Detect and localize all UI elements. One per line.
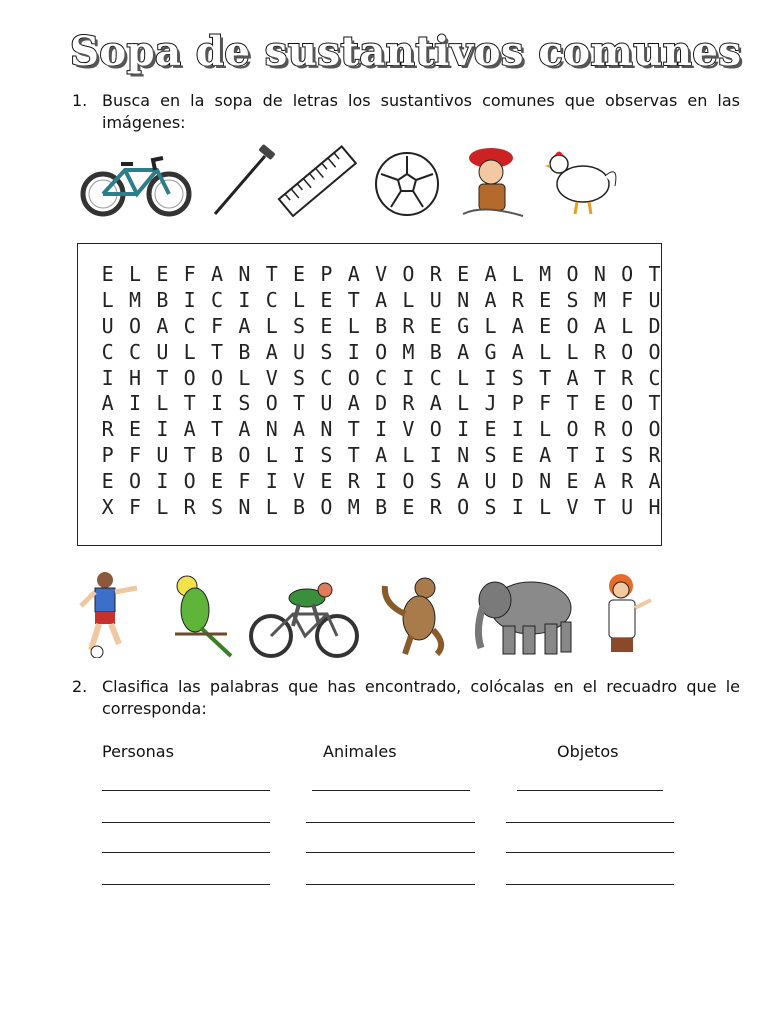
letter[interactable]: A xyxy=(375,443,388,468)
letter[interactable]: O xyxy=(621,339,634,364)
letter[interactable]: A xyxy=(457,469,470,494)
letter[interactable]: R xyxy=(347,469,360,494)
grid-row xyxy=(94,366,668,392)
letter[interactable]: T xyxy=(211,417,224,442)
letter[interactable]: O xyxy=(402,469,415,494)
letter[interactable]: R xyxy=(183,495,196,520)
letter[interactable]: B xyxy=(375,495,388,520)
letter[interactable]: A xyxy=(238,417,251,442)
letter[interactable]: O xyxy=(183,365,196,390)
letter[interactable]: A xyxy=(457,339,470,364)
letter[interactable]: N xyxy=(457,443,470,468)
letter[interactable]: C xyxy=(648,365,661,390)
letter[interactable]: I xyxy=(128,391,142,416)
letter[interactable]: C xyxy=(128,339,142,364)
letter[interactable]: L xyxy=(293,287,306,312)
letter[interactable]: A xyxy=(347,262,360,286)
letter[interactable]: R xyxy=(402,313,415,338)
letter[interactable]: E xyxy=(539,287,552,312)
letter[interactable]: B xyxy=(375,313,388,338)
letter[interactable]: E xyxy=(429,313,442,338)
letter[interactable]: U xyxy=(156,339,169,364)
letter[interactable]: C xyxy=(429,365,442,390)
letter[interactable]: U xyxy=(293,339,306,364)
letter[interactable]: M xyxy=(128,287,142,312)
letter[interactable]: A xyxy=(265,339,278,364)
letter[interactable]: E xyxy=(320,313,333,338)
letter[interactable]: S xyxy=(484,495,497,520)
answer-line-personas[interactable] xyxy=(102,852,270,853)
answer-line-objetos[interactable] xyxy=(506,884,674,885)
letter[interactable]: G xyxy=(484,339,497,364)
letter[interactable]: T xyxy=(593,365,606,390)
letter[interactable]: A xyxy=(101,391,114,416)
letter[interactable]: I xyxy=(265,469,278,494)
letter[interactable]: S xyxy=(566,287,579,312)
grid-row xyxy=(94,262,668,288)
bicycle-icon xyxy=(77,150,195,218)
letter[interactable]: L xyxy=(539,339,552,364)
letter[interactable]: V xyxy=(566,495,579,520)
letter[interactable]: U xyxy=(156,443,169,468)
letter[interactable]: R xyxy=(429,262,442,286)
letter[interactable]: V xyxy=(375,262,388,286)
letter[interactable]: S xyxy=(211,495,224,520)
letter[interactable]: I xyxy=(238,287,251,312)
letter[interactable]: T xyxy=(183,443,196,468)
letter[interactable]: I xyxy=(183,287,196,312)
letter[interactable]: L xyxy=(484,313,497,338)
letter[interactable]: O xyxy=(648,339,661,364)
nail-icon xyxy=(209,144,279,218)
letter[interactable]: E xyxy=(566,469,579,494)
letter[interactable]: S xyxy=(484,443,497,468)
letter[interactable]: E xyxy=(320,469,333,494)
letter[interactable]: O xyxy=(457,495,470,520)
letter[interactable]: O xyxy=(621,391,634,416)
letter[interactable]: R xyxy=(621,469,634,494)
letter[interactable]: S xyxy=(238,391,251,416)
letter[interactable]: N xyxy=(593,262,606,286)
letter[interactable]: A xyxy=(484,287,497,312)
grid-row xyxy=(94,469,668,495)
letter[interactable]: N xyxy=(238,495,251,520)
letter[interactable]: E xyxy=(211,469,224,494)
letter[interactable]: O xyxy=(566,262,579,286)
letter[interactable]: E xyxy=(484,417,497,442)
letter[interactable]: U xyxy=(648,287,661,312)
letter[interactable]: U xyxy=(429,287,442,312)
letter[interactable]: I xyxy=(484,365,497,390)
hen-icon xyxy=(543,146,623,218)
pictures-top xyxy=(75,142,695,220)
letter[interactable]: M xyxy=(593,287,606,312)
letter[interactable]: S xyxy=(621,443,634,468)
letter[interactable]: O xyxy=(648,417,661,442)
grid-row xyxy=(94,443,668,469)
letter[interactable]: N xyxy=(320,417,333,442)
letter[interactable]: A xyxy=(293,417,306,442)
letter[interactable]: C xyxy=(265,287,278,312)
letter[interactable]: G xyxy=(457,313,470,338)
ruler-icon xyxy=(275,142,361,220)
letter[interactable]: F xyxy=(621,287,634,312)
letter[interactable]: I xyxy=(511,417,524,442)
letter[interactable]: T xyxy=(593,495,606,520)
letter[interactable]: O xyxy=(265,391,278,416)
letter[interactable]: E xyxy=(457,262,470,286)
letter[interactable]: T xyxy=(183,391,196,416)
soccer-ball-icon xyxy=(373,150,441,218)
letter[interactable]: T xyxy=(156,365,169,390)
letter[interactable]: A xyxy=(593,313,606,338)
letter[interactable]: T xyxy=(293,391,306,416)
letter[interactable]: M xyxy=(402,339,415,364)
letter[interactable]: B xyxy=(156,287,169,312)
letter[interactable]: E xyxy=(402,495,415,520)
answer-line-animales[interactable] xyxy=(312,790,470,791)
letter[interactable]: I xyxy=(402,365,415,390)
letter[interactable]: C xyxy=(320,365,333,390)
letter[interactable]: T xyxy=(539,365,552,390)
letter[interactable]: M xyxy=(539,262,552,286)
letter[interactable]: O xyxy=(211,365,224,390)
letter[interactable]: P xyxy=(101,443,114,468)
letter[interactable]: A xyxy=(539,443,552,468)
teacher-icon xyxy=(593,572,663,658)
letter[interactable]: B xyxy=(238,339,251,364)
letter[interactable]: L xyxy=(511,262,524,286)
letter[interactable]: A xyxy=(211,262,224,286)
letter[interactable]: B xyxy=(429,339,442,364)
letter[interactable]: O xyxy=(183,469,196,494)
answer-line-animales[interactable] xyxy=(306,884,475,885)
instruction-number: 1. xyxy=(72,91,88,110)
letter[interactable]: U xyxy=(320,391,333,416)
letter[interactable]: I xyxy=(293,443,306,468)
letter[interactable]: L xyxy=(539,417,552,442)
letter[interactable]: S xyxy=(293,313,306,338)
letter[interactable]: I xyxy=(457,417,470,442)
letter[interactable]: L xyxy=(457,391,470,416)
letter[interactable]: I xyxy=(211,391,224,416)
letter[interactable]: B xyxy=(211,443,224,468)
letter[interactable]: E xyxy=(539,313,552,338)
letter[interactable]: L xyxy=(265,313,278,338)
letter[interactable]: D xyxy=(648,313,661,338)
letter[interactable]: I xyxy=(593,443,606,468)
letter[interactable]: H xyxy=(648,495,661,520)
letter[interactable]: F xyxy=(128,443,142,468)
letter[interactable]: D xyxy=(511,469,524,494)
grid-row xyxy=(94,391,668,417)
letter[interactable]: A xyxy=(375,287,388,312)
grid-row xyxy=(94,314,668,340)
letter[interactable]: I xyxy=(156,417,169,442)
category-personas: Personas xyxy=(102,742,174,761)
letter[interactable]: L xyxy=(265,443,278,468)
letter[interactable]: O xyxy=(320,495,333,520)
letter[interactable]: I xyxy=(156,469,169,494)
letter[interactable]: T xyxy=(211,339,224,364)
letter[interactable]: O xyxy=(621,262,634,286)
letter[interactable]: T xyxy=(648,262,661,286)
pictures-bottom xyxy=(75,570,695,660)
letter[interactable]: I xyxy=(429,443,442,468)
letter[interactable]: A xyxy=(429,391,442,416)
letter[interactable]: F xyxy=(211,313,224,338)
letter[interactable]: L xyxy=(457,365,470,390)
answer-line-animales[interactable] xyxy=(306,852,475,853)
letter[interactable]: C xyxy=(183,313,196,338)
footballer-icon xyxy=(75,570,147,658)
letter[interactable]: S xyxy=(320,443,333,468)
answer-line-objetos[interactable] xyxy=(517,790,663,791)
letter[interactable]: E xyxy=(511,443,524,468)
letter[interactable]: N xyxy=(265,417,278,442)
letter[interactable]: S xyxy=(429,469,442,494)
letter[interactable]: A xyxy=(156,313,169,338)
letter[interactable]: C xyxy=(101,339,114,364)
grid-row xyxy=(94,495,668,521)
letter[interactable]: H xyxy=(128,365,142,390)
word-search-box xyxy=(77,243,662,546)
parakeet-icon xyxy=(165,572,237,658)
letter[interactable]: N xyxy=(457,287,470,312)
letter[interactable]: A xyxy=(648,469,661,494)
letter[interactable]: T xyxy=(566,443,579,468)
instruction-text: Busca en la sopa de letras los sustantivos comunes que observas en las imágenes: xyxy=(102,91,740,132)
grid-row xyxy=(94,417,668,443)
letter[interactable]: A xyxy=(511,339,524,364)
letter[interactable]: R xyxy=(593,417,606,442)
letter[interactable]: U xyxy=(101,313,114,338)
grid-row xyxy=(94,340,668,366)
cyclist-icon xyxy=(247,580,359,658)
letter[interactable]: L xyxy=(402,443,415,468)
letter[interactable]: E xyxy=(156,262,169,286)
letter[interactable]: L xyxy=(265,495,278,520)
letter[interactable]: I xyxy=(375,469,388,494)
letter[interactable]: U xyxy=(621,495,634,520)
letter[interactable]: O xyxy=(347,365,360,390)
letter[interactable]: T xyxy=(566,391,579,416)
letter[interactable]: R xyxy=(101,417,114,442)
letter[interactable]: X xyxy=(101,495,114,520)
instruction-text: Clasifica las palabras que has encontrado, colócalas en el recuadro que le corresponda: xyxy=(102,677,740,718)
letter[interactable]: O xyxy=(429,417,442,442)
answer-line-objetos[interactable] xyxy=(506,822,674,823)
letter[interactable]: P xyxy=(320,262,333,286)
letter[interactable]: I xyxy=(375,417,388,442)
letter[interactable]: F xyxy=(183,262,196,286)
elephant-icon xyxy=(467,570,583,658)
letter[interactable]: A xyxy=(347,391,360,416)
letter[interactable]: I xyxy=(101,365,114,390)
letter[interactable]: R xyxy=(593,339,606,364)
letter[interactable]: L xyxy=(156,391,169,416)
letter[interactable]: V xyxy=(293,469,306,494)
letter[interactable]: V xyxy=(265,365,278,390)
letter[interactable]: F xyxy=(128,495,142,520)
letter[interactable]: I xyxy=(347,339,360,364)
letter[interactable]: N xyxy=(539,469,552,494)
letter[interactable]: D xyxy=(375,391,388,416)
letter[interactable]: L xyxy=(183,339,196,364)
letter[interactable]: M xyxy=(347,495,360,520)
letter[interactable]: S xyxy=(293,365,306,390)
letter[interactable]: I xyxy=(511,495,524,520)
letter[interactable]: E xyxy=(101,262,114,286)
letter[interactable]: L xyxy=(402,287,415,312)
letter[interactable]: L xyxy=(621,313,634,338)
letter[interactable]: L xyxy=(128,262,142,286)
letter[interactable]: A xyxy=(484,262,497,286)
letter[interactable]: T xyxy=(648,391,661,416)
letter[interactable]: O xyxy=(238,443,251,468)
letter[interactable]: F xyxy=(539,391,552,416)
answer-line-animales[interactable] xyxy=(306,822,475,823)
letter[interactable]: R xyxy=(511,287,524,312)
instruction-number: 2. xyxy=(72,677,88,696)
word-search-grid xyxy=(94,262,668,521)
letter[interactable]: O xyxy=(128,313,142,338)
letter[interactable]: A xyxy=(593,469,606,494)
letter[interactable]: O xyxy=(375,339,388,364)
letter[interactable]: U xyxy=(484,469,497,494)
letter[interactable]: C xyxy=(375,365,388,390)
letter[interactable]: E xyxy=(320,287,333,312)
letter[interactable]: O xyxy=(128,469,142,494)
letter[interactable]: R xyxy=(429,495,442,520)
letter[interactable]: S xyxy=(511,365,524,390)
letter[interactable]: L xyxy=(347,313,360,338)
letter[interactable]: T xyxy=(347,417,360,442)
letter[interactable]: O xyxy=(566,417,579,442)
letter[interactable]: A xyxy=(238,313,251,338)
answer-line-objetos[interactable] xyxy=(506,852,674,853)
answer-line-personas[interactable] xyxy=(102,884,270,885)
letter[interactable]: S xyxy=(320,339,333,364)
letter[interactable]: L xyxy=(566,339,579,364)
monkey-icon xyxy=(375,574,455,658)
category-animales: Animales xyxy=(323,742,397,761)
letter[interactable]: E xyxy=(293,262,306,286)
letter[interactable]: A xyxy=(183,417,196,442)
letter[interactable]: V xyxy=(402,417,415,442)
letter[interactable]: O xyxy=(402,262,415,286)
letter[interactable]: C xyxy=(211,287,224,312)
page-title: Sopa de sustantivos comunes xyxy=(70,28,742,75)
letter[interactable]: J xyxy=(484,391,497,416)
letter[interactable]: P xyxy=(511,391,524,416)
grid-row xyxy=(94,288,668,314)
letter[interactable]: E xyxy=(593,391,606,416)
letter[interactable]: T xyxy=(265,262,278,286)
letter[interactable]: R xyxy=(648,443,661,468)
letter[interactable]: T xyxy=(347,443,360,468)
letter[interactable]: T xyxy=(347,287,360,312)
answer-line-personas[interactable] xyxy=(102,790,270,791)
instruction-2 xyxy=(72,676,740,720)
letter[interactable]: E xyxy=(101,469,114,494)
category-objetos: Objetos xyxy=(557,742,619,761)
letter[interactable]: R xyxy=(621,365,634,390)
letter[interactable]: L xyxy=(156,495,169,520)
letter[interactable]: B xyxy=(293,495,306,520)
letter[interactable]: R xyxy=(402,391,415,416)
letter[interactable]: L xyxy=(101,287,114,312)
letter[interactable]: F xyxy=(238,469,251,494)
letter[interactable]: A xyxy=(511,313,524,338)
letter[interactable]: N xyxy=(238,262,251,286)
letter[interactable]: O xyxy=(621,417,634,442)
letter[interactable]: L xyxy=(539,495,552,520)
letter[interactable]: L xyxy=(238,365,251,390)
instruction-1 xyxy=(72,90,740,134)
answer-line-personas[interactable] xyxy=(102,822,270,823)
firefighter-icon xyxy=(453,144,533,220)
letter[interactable]: E xyxy=(128,417,142,442)
letter[interactable]: A xyxy=(566,365,579,390)
letter[interactable]: O xyxy=(566,313,579,338)
